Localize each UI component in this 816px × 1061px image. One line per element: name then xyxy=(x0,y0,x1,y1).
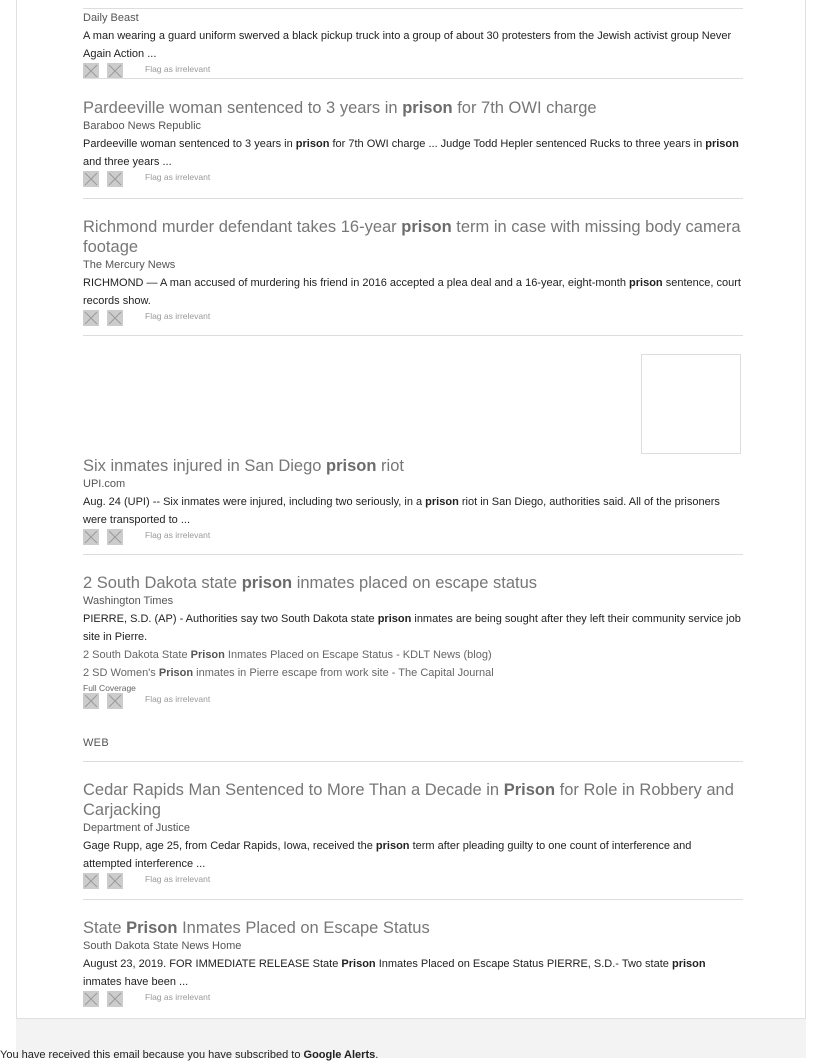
article-actions xyxy=(83,171,743,189)
flag-irrelevant-link[interactable]: Flag as irrelevant xyxy=(145,694,211,704)
article-snippet: Aug. 24 (UPI) -- Six inmates were injured, including two seriously, in a prison riot in San Diego, authorities said. All of the prisoners were transported to ... xyxy=(83,496,720,526)
share-icon[interactable] xyxy=(107,991,123,1007)
article-source: Washington Times xyxy=(83,595,174,607)
footer-text: You have received this email because you have subscribed to Google Alerts. xyxy=(0,1049,379,1061)
divider xyxy=(83,78,743,79)
flag-irrelevant-link[interactable]: Flag as irrelevant xyxy=(145,172,211,182)
article-actions xyxy=(83,529,743,547)
article-item xyxy=(83,456,743,547)
article-source: Daily Beast xyxy=(83,12,139,24)
article-item xyxy=(83,780,743,891)
share-icon[interactable] xyxy=(83,171,99,187)
article-title-link[interactable]: Pardeeville woman sentenced to 3 years in prison for 7th OWI charge xyxy=(83,99,597,117)
article-actions xyxy=(83,310,743,328)
share-icon[interactable] xyxy=(83,693,99,709)
article-snippet: RICHMOND — A man accused of murdering his friend in 2016 accepted a plea deal and a 16-year, eight-month prison sentence, court records show. xyxy=(83,277,741,307)
article-item xyxy=(83,217,743,328)
article-title-link[interactable]: 2 South Dakota state prison inmates placed on escape status xyxy=(83,574,538,592)
flag-irrelevant-link[interactable]: Flag as irrelevant xyxy=(145,874,211,884)
article-title-link[interactable]: Cedar Rapids Man Sentenced to More Than a Decade in Prison for Role in Robbery and Carjacking xyxy=(83,781,734,819)
article-snippet: PIERRE, S.D. (AP) - Authorities say two South Dakota state prison inmates are being sought after they left their community service job site in Pierre. xyxy=(83,613,741,643)
article-actions xyxy=(83,693,743,711)
section-label-web: WEB xyxy=(83,737,109,749)
flag-irrelevant-link[interactable]: Flag as irrelevant xyxy=(145,992,211,1002)
share-icon[interactable] xyxy=(83,310,99,326)
flag-irrelevant-link[interactable]: Flag as irrelevant xyxy=(145,64,211,74)
share-icon[interactable] xyxy=(83,873,99,889)
flag-irrelevant-link[interactable]: Flag as irrelevant xyxy=(145,530,211,540)
divider xyxy=(83,554,743,555)
article-actions xyxy=(83,991,743,1009)
flag-irrelevant-link[interactable]: Flag as irrelevant xyxy=(145,311,211,321)
article-snippet: Gage Rupp, age 25, from Cedar Rapids, Iowa, received the prison term after pleading guilty to one count of interference and attempted interference ... xyxy=(83,840,692,870)
article-source: South Dakota State News Home xyxy=(83,940,242,952)
article-snippet: Pardeeville woman sentenced to 3 years in prison for 7th OWI charge ... Judge Todd Hepler sentenced Rucks to three years in prison and three years ... xyxy=(83,138,739,168)
article-source: Baraboo News Republic xyxy=(83,120,202,132)
article-title-link[interactable]: Richmond murder defendant takes 16-year prison term in case with missing body camera footage xyxy=(83,218,741,256)
article-title-link[interactable]: State Prison Inmates Placed on Escape Status xyxy=(83,919,430,937)
divider xyxy=(83,198,743,199)
share-icon[interactable] xyxy=(107,693,123,709)
article-source: UPI.com xyxy=(83,478,126,490)
article-source: Department of Justice xyxy=(83,822,190,834)
article-thumbnail[interactable] xyxy=(641,354,741,454)
divider xyxy=(83,335,743,336)
share-icon[interactable] xyxy=(83,529,99,545)
article-source: The Mercury News xyxy=(83,259,176,271)
divider xyxy=(83,899,743,900)
share-icon[interactable] xyxy=(83,63,99,79)
related-link[interactable]: 2 SD Women's Prison inmates in Pierre escape from work site - The Capital Journal xyxy=(83,667,494,679)
share-icon[interactable] xyxy=(83,991,99,1007)
related-link[interactable]: 2 South Dakota State Prison Inmates Placed on Escape Status - KDLT News (blog) xyxy=(83,649,492,661)
article-snippet: August 23, 2019. FOR IMMEDIATE RELEASE State Prison Inmates Placed on Escape Status PIERRE, S.D.- Two state prison inmates have been ... xyxy=(83,958,706,988)
share-icon[interactable] xyxy=(107,310,123,326)
share-icon[interactable] xyxy=(107,873,123,889)
article-item xyxy=(83,10,743,81)
article-item xyxy=(83,573,743,711)
article-item xyxy=(83,918,743,1009)
share-icon[interactable] xyxy=(107,529,123,545)
share-icon[interactable] xyxy=(107,171,123,187)
article-title-link[interactable]: Six inmates injured in San Diego prison riot xyxy=(83,457,404,475)
full-coverage-link[interactable]: Full Coverage xyxy=(83,683,136,693)
share-icon[interactable] xyxy=(107,63,123,79)
divider xyxy=(83,761,743,762)
article-item xyxy=(83,98,743,189)
article-actions xyxy=(83,873,743,891)
article-snippet: A man wearing a guard uniform swerved a black pickup truck into a group of about 30 protesters from the Jewish activist group Never Again Action ... xyxy=(83,30,732,60)
divider xyxy=(83,8,743,9)
